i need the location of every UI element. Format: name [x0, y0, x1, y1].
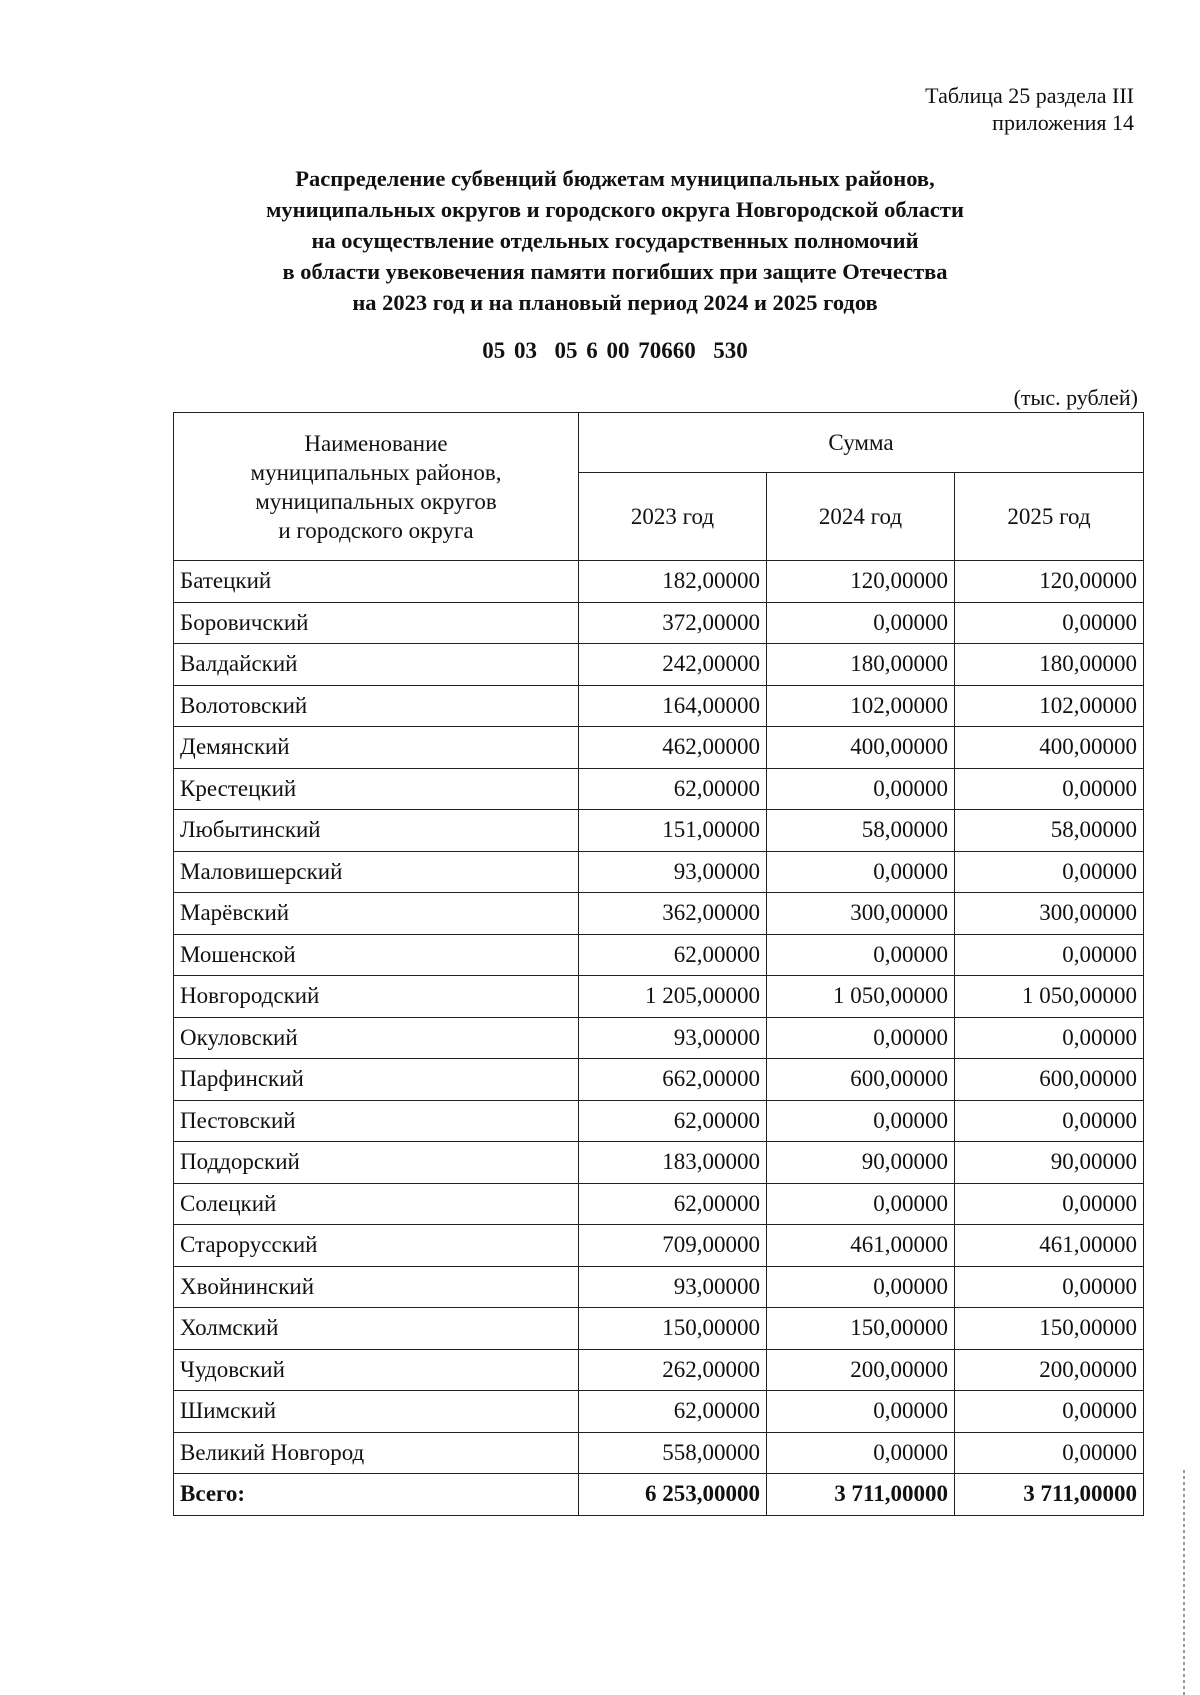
amount-2024-cell: 0,00000 — [767, 934, 955, 976]
amount-2024-cell: 0,00000 — [767, 851, 955, 893]
reference-line-1: Таблица 25 раздела III — [925, 83, 1134, 108]
title-line-2: муниципальных округов и городского округа Новгородской области — [266, 197, 964, 222]
column-header-name — [174, 413, 579, 561]
total-2024-cell: 3 711,00000 — [767, 1474, 955, 1516]
amount-2025-cell: 400,00000 — [955, 727, 1144, 769]
amount-2023-cell: 62,00000 — [579, 768, 767, 810]
amount-2024-cell: 0,00000 — [767, 1100, 955, 1142]
amount-2025-cell: 58,00000 — [955, 810, 1144, 852]
table-row — [174, 1308, 1144, 1350]
amount-2025-cell: 0,00000 — [955, 934, 1144, 976]
district-name-cell: Окуловский — [174, 1017, 579, 1059]
reference-line-2: приложения 14 — [992, 110, 1134, 135]
amount-2024-cell: 0,00000 — [767, 1266, 955, 1308]
table-row — [174, 561, 1144, 603]
amount-2025-cell: 120,00000 — [955, 561, 1144, 603]
table-row — [174, 893, 1144, 935]
district-name-cell: Поддорский — [174, 1142, 579, 1184]
table-row — [174, 602, 1144, 644]
budget-classification-code — [150, 338, 1080, 364]
amount-2023-cell: 164,00000 — [579, 685, 767, 727]
amount-2023-cell: 1 205,00000 — [579, 976, 767, 1018]
amount-2023-cell: 362,00000 — [579, 893, 767, 935]
amount-2024-cell: 120,00000 — [767, 561, 955, 603]
amount-2025-cell: 0,00000 — [955, 851, 1144, 893]
amount-2024-cell: 300,00000 — [767, 893, 955, 935]
amount-2024-cell: 58,00000 — [767, 810, 955, 852]
amount-2023-cell: 150,00000 — [579, 1308, 767, 1350]
amount-2023-cell: 242,00000 — [579, 644, 767, 686]
amount-2025-cell: 0,00000 — [955, 1100, 1144, 1142]
amount-2023-cell: 93,00000 — [579, 851, 767, 893]
district-name-cell: Пестовский — [174, 1100, 579, 1142]
amount-2025-cell: 180,00000 — [955, 644, 1144, 686]
title-line-1: Распределение субвенций бюджетам муниципальных районов, — [295, 166, 935, 191]
amount-2023-cell: 183,00000 — [579, 1142, 767, 1184]
district-name-cell: Батецкий — [174, 561, 579, 603]
amount-2025-cell: 0,00000 — [955, 768, 1144, 810]
amount-2025-cell: 90,00000 — [955, 1142, 1144, 1184]
district-name-cell: Волотовский — [174, 685, 579, 727]
amount-2025-cell: 0,00000 — [955, 1432, 1144, 1474]
table-row — [174, 685, 1144, 727]
amount-2024-cell: 0,00000 — [767, 768, 955, 810]
table-row — [174, 934, 1144, 976]
units-label: (тыс. рублей) — [1013, 385, 1138, 410]
district-name-cell: Великий Новгород — [174, 1432, 579, 1474]
district-name-cell: Солецкий — [174, 1183, 579, 1225]
district-name-cell: Валдайский — [174, 644, 579, 686]
amount-2024-cell: 90,00000 — [767, 1142, 955, 1184]
table-row — [174, 644, 1144, 686]
amount-2023-cell: 462,00000 — [579, 727, 767, 769]
table-row — [174, 1225, 1144, 1267]
title-line-5: на 2023 год и на плановый период 2024 и 2025 годов — [352, 290, 878, 315]
district-name-cell: Шимский — [174, 1391, 579, 1433]
amount-2024-cell: 0,00000 — [767, 602, 955, 644]
table-row — [174, 768, 1144, 810]
amount-2024-cell: 1 050,00000 — [767, 976, 955, 1018]
district-name-cell: Боровичский — [174, 602, 579, 644]
amount-2023-cell: 62,00000 — [579, 1391, 767, 1433]
district-name-cell: Холмский — [174, 1308, 579, 1350]
table-row — [174, 1059, 1144, 1101]
total-row — [174, 1474, 1144, 1516]
column-header-name-line-1: Наименование — [304, 430, 448, 456]
amount-2023-cell: 93,00000 — [579, 1017, 767, 1059]
amount-2024-cell: 0,00000 — [767, 1183, 955, 1225]
district-name-cell: Крестецкий — [174, 768, 579, 810]
amount-2023-cell: 709,00000 — [579, 1225, 767, 1267]
column-header-name-line-4: и городского округа — [278, 517, 474, 543]
district-name-cell: Хвойнинский — [174, 1266, 579, 1308]
amount-2023-cell: 182,00000 — [579, 561, 767, 603]
column-header-2023: 2023 год — [579, 473, 767, 561]
table-row — [174, 1349, 1144, 1391]
document-title — [150, 163, 1080, 318]
amount-2025-cell: 0,00000 — [955, 1391, 1144, 1433]
column-header-2025: 2025 год — [955, 473, 1144, 561]
amount-2024-cell: 102,00000 — [767, 685, 955, 727]
amount-2024-cell: 150,00000 — [767, 1308, 955, 1350]
amount-2023-cell: 62,00000 — [579, 1100, 767, 1142]
table-body — [174, 561, 1144, 1516]
amount-2025-cell: 0,00000 — [955, 602, 1144, 644]
amount-2025-cell: 0,00000 — [955, 1183, 1144, 1225]
amount-2025-cell: 200,00000 — [955, 1349, 1144, 1391]
table-row — [174, 1017, 1144, 1059]
table-row — [174, 810, 1144, 852]
total-2025-cell: 3 711,00000 — [955, 1474, 1144, 1516]
district-name-cell: Демянский — [174, 727, 579, 769]
amount-2023-cell: 62,00000 — [579, 1183, 767, 1225]
amount-2024-cell: 200,00000 — [767, 1349, 955, 1391]
budget-code-text: 05 03 05 6 00 70660 530 — [482, 338, 748, 363]
title-line-3: на осуществление отдельных государственных полномочий — [311, 228, 919, 253]
amount-2025-cell: 150,00000 — [955, 1308, 1144, 1350]
district-name-cell: Чудовский — [174, 1349, 579, 1391]
amount-2025-cell: 102,00000 — [955, 685, 1144, 727]
amount-2024-cell: 600,00000 — [767, 1059, 955, 1101]
amount-2025-cell: 300,00000 — [955, 893, 1144, 935]
amount-2024-cell: 0,00000 — [767, 1432, 955, 1474]
table-row — [174, 1183, 1144, 1225]
table-row — [174, 976, 1144, 1018]
table-row — [174, 1391, 1144, 1433]
amount-2023-cell: 151,00000 — [579, 810, 767, 852]
total-label-cell: Всего: — [174, 1474, 579, 1516]
table-row — [174, 727, 1144, 769]
amount-2024-cell: 0,00000 — [767, 1391, 955, 1433]
header-row-top — [174, 413, 1144, 473]
district-name-cell: Маловишерский — [174, 851, 579, 893]
district-name-cell: Новгородский — [174, 976, 579, 1018]
district-name-cell: Марёвский — [174, 893, 579, 935]
column-header-name-line-2: муниципальных районов, — [250, 459, 502, 485]
amount-2024-cell: 180,00000 — [767, 644, 955, 686]
table-row — [174, 1142, 1144, 1184]
amount-2023-cell: 662,00000 — [579, 1059, 767, 1101]
district-name-cell: Любытинский — [174, 810, 579, 852]
table-reference — [925, 82, 1134, 136]
amount-2024-cell: 400,00000 — [767, 727, 955, 769]
amount-2025-cell: 0,00000 — [955, 1017, 1144, 1059]
district-name-cell: Старорусский — [174, 1225, 579, 1267]
amount-2025-cell: 600,00000 — [955, 1059, 1144, 1101]
scan-edge-mark — [1183, 1470, 1185, 1695]
district-name-cell: Парфинский — [174, 1059, 579, 1101]
amount-2025-cell: 0,00000 — [955, 1266, 1144, 1308]
amount-2024-cell: 0,00000 — [767, 1017, 955, 1059]
amount-2025-cell: 1 050,00000 — [955, 976, 1144, 1018]
column-header-2024: 2024 год — [767, 473, 955, 561]
amount-2023-cell: 62,00000 — [579, 934, 767, 976]
table-row — [174, 1100, 1144, 1142]
column-header-name-line-3: муниципальных округов — [255, 488, 497, 514]
amount-2023-cell: 93,00000 — [579, 1266, 767, 1308]
amount-2023-cell: 262,00000 — [579, 1349, 767, 1391]
title-line-4: в области увековечения памяти погибших при защите Отечества — [282, 259, 948, 284]
district-name-cell: Мошенской — [174, 934, 579, 976]
column-header-sum: Сумма — [579, 413, 1144, 473]
amount-2024-cell: 461,00000 — [767, 1225, 955, 1267]
table-row — [174, 1266, 1144, 1308]
amount-2023-cell: 558,00000 — [579, 1432, 767, 1474]
total-2023-cell: 6 253,00000 — [579, 1474, 767, 1516]
amount-2023-cell: 372,00000 — [579, 602, 767, 644]
table-row — [174, 851, 1144, 893]
table-row — [174, 1432, 1144, 1474]
subvention-table — [173, 412, 1144, 1516]
amount-2025-cell: 461,00000 — [955, 1225, 1144, 1267]
